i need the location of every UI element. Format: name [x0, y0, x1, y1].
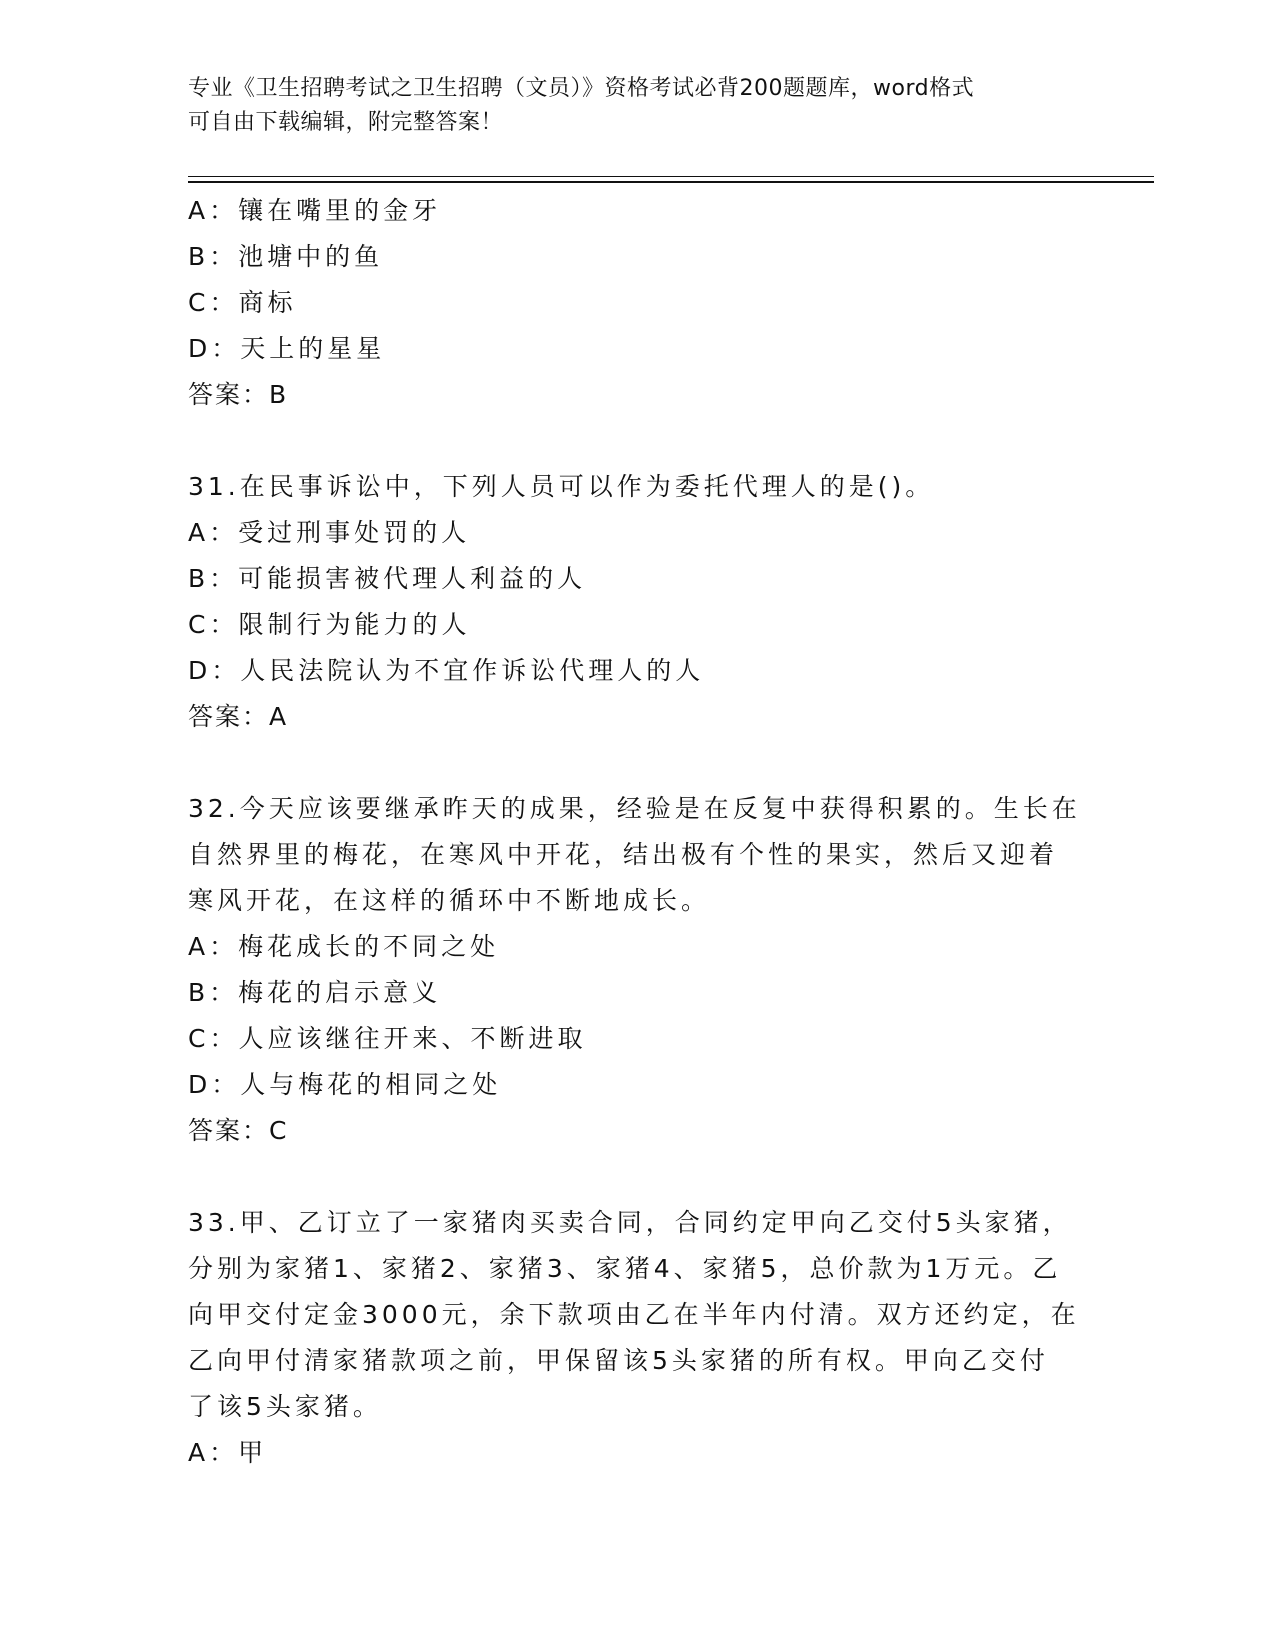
option-b: B：可能损害被代理人利益的人: [188, 564, 587, 593]
answer-line: 答案：A: [188, 702, 289, 731]
option-d: D：人民法院认为不宜作诉讼代理人的人: [188, 656, 705, 685]
header-divider-thin: [188, 176, 1154, 177]
option-c: C：商标: [188, 288, 297, 317]
header-line-1: 专业《卫生招聘考试之卫生招聘（文员）》资格考试必背200题题库，word格式: [188, 76, 975, 101]
option-b: B：梅花的启示意义: [188, 978, 442, 1007]
option-a: A：受过刑事处罚的人: [188, 518, 471, 547]
question-text-line: 了该5头家猪。: [188, 1392, 382, 1421]
question-text-line: 乙向甲付清家猪款项之前，甲保留该5头家猪的所有权。甲向乙交付: [188, 1346, 1049, 1375]
option-d: D：人与梅花的相同之处: [188, 1070, 502, 1099]
question-32-block: [188, 786, 1088, 1154]
question-text-line: 自然界里的梅花，在寒风中开花，结出极有个性的果实，然后又迎着: [188, 840, 1059, 869]
question-31-block: [188, 464, 1088, 740]
option-d: D：天上的星星: [188, 334, 386, 363]
answer-line: 答案：B: [188, 380, 289, 409]
question-text-line: 寒风开花，在这样的循环中不断地成长。: [188, 886, 711, 915]
question-text-line: 向甲交付定金3000元，余下款项由乙在半年内付清。双方还约定，在: [188, 1300, 1080, 1329]
header-line-2: 可自由下载编辑，附完整答案！: [188, 110, 504, 135]
question-text-line: 分别为家猪1、家猪2、家猪3、家猪4、家猪5，总价款为1万元。乙: [188, 1254, 1062, 1283]
question-list: [188, 188, 1088, 1476]
option-a: A：镶在嘴里的金牙: [188, 196, 442, 225]
header-divider-thick: [188, 181, 1154, 183]
option-c: C：限制行为能力的人: [188, 610, 471, 639]
question-text-line: 32.今天应该要继承昨天的成果，经验是在反复中获得积累的。生长在: [188, 794, 1081, 823]
option-a: A：甲: [188, 1438, 268, 1467]
option-b: B：池塘中的鱼: [188, 242, 384, 271]
answer-line: 答案：C: [188, 1116, 289, 1145]
question-33-block: [188, 1200, 1088, 1476]
option-c: C：人应该继往开来、不断进取: [188, 1024, 587, 1053]
question-text: 31.在民事诉讼中，下列人员可以作为委托代理人的是()。: [188, 472, 935, 501]
question-30-block: [188, 188, 1088, 418]
option-a: A：梅花成长的不同之处: [188, 932, 500, 961]
document-header: [188, 72, 1068, 140]
question-text-line: 33.甲、乙订立了一家猪肉买卖合同，合同约定甲向乙交付5头家猪，: [188, 1208, 1072, 1237]
